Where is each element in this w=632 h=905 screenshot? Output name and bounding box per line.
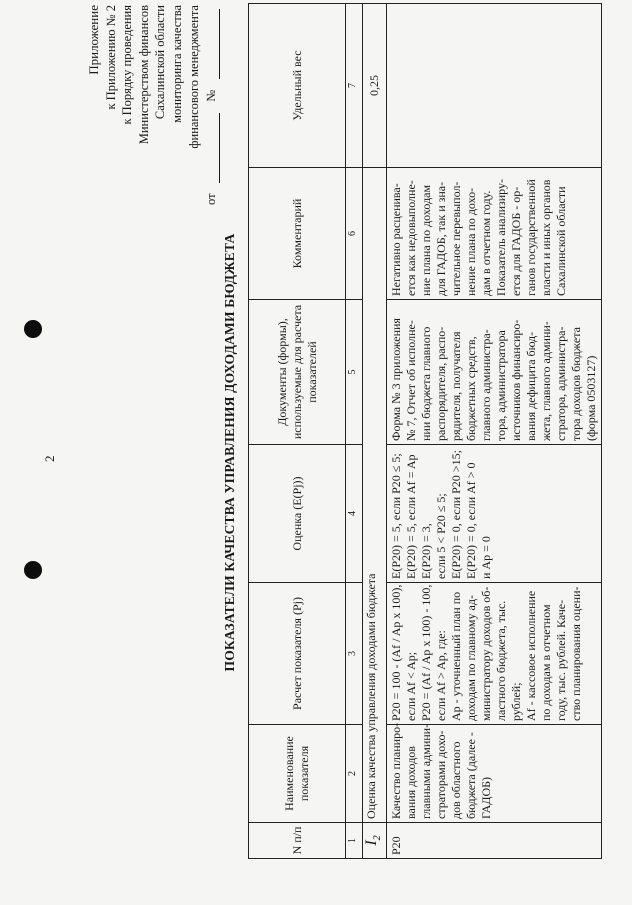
text-line: P20 = 100 - (Af / Ap х 100),	[389, 584, 404, 721]
header-documents: Документы (формы), используемые для расчета показателей	[249, 300, 346, 445]
text-line: ганов государственной	[524, 179, 539, 296]
text-line: году, тыс. рублей. Каче-	[554, 599, 569, 721]
header-calculation: Расчет показателя (Pj)	[249, 583, 346, 725]
row-number: P20	[387, 823, 602, 859]
column-number: 5	[346, 300, 363, 445]
text-line: E(P20) = 0, если Af > 0	[464, 462, 479, 579]
text-line: Ap - уточненный план по	[449, 591, 464, 721]
section-row	[363, 4, 387, 859]
appendix-line: финансового менеджмента	[186, 5, 201, 149]
column-number: 7	[346, 4, 363, 168]
column-number: 4	[346, 445, 363, 583]
text-line: ется как недовыполне-	[404, 180, 419, 296]
text-line: E(P20) = 5, если P20 ≤ 5;	[389, 453, 404, 579]
text-line: ется для ГАДОБ - ор-	[509, 186, 524, 296]
text-line: P20 = (Af / Ap х 100) - 100,	[419, 584, 434, 721]
text-line: и Ap = 0	[479, 536, 494, 579]
text-line: (форма 0503127)	[584, 355, 599, 441]
header-row	[249, 4, 346, 859]
text-line: по доходам в отчетном	[539, 604, 554, 721]
text-line: источников финансиро-	[509, 319, 524, 441]
appendix-block	[86, 5, 220, 205]
text-line: ластного бюджета, тыс.	[494, 600, 509, 721]
text-line: вания дефицита бюд-	[524, 331, 539, 441]
text-line: бюджета (далее -	[464, 732, 479, 819]
text-line: Сахалинской области	[554, 186, 569, 296]
row-weight	[387, 4, 602, 168]
text-line: доходам по главному ад-	[464, 595, 479, 721]
row-documents	[387, 300, 602, 445]
appendix-number-sign: №	[204, 89, 219, 102]
document-title: ПОКАЗАТЕЛИ КАЧЕСТВА УПРАВЛЕНИЯ ДОХОДАМИ БЮДЖЕТА	[222, 233, 237, 672]
text-line: вания доходов	[404, 746, 419, 819]
header-score: Оценка (E(Pj))	[249, 445, 346, 583]
text-line: E(P20) = 0, если P20 >15;	[449, 450, 464, 579]
table-row	[387, 4, 602, 859]
section-index-subscript: 2	[372, 835, 384, 841]
text-line: главного администра-	[479, 329, 494, 441]
text-line: власти и иных органов	[539, 179, 554, 296]
appendix-line: Приложение	[86, 5, 101, 75]
row-name	[387, 722, 602, 823]
row-comment	[387, 168, 602, 300]
text-line: Негативно расценива-	[389, 183, 404, 296]
text-line: чительное перевыпол-	[449, 181, 464, 296]
text-line: рублей;	[509, 682, 524, 721]
text-line: нение плана по дохо-	[464, 187, 479, 296]
section-weight: 0,25	[363, 4, 387, 168]
date-blank	[203, 113, 220, 183]
text-line: если Af < Ap;	[404, 651, 419, 721]
text-line: тора, администратора	[494, 330, 509, 441]
appendix-line: Министерством финансов	[136, 5, 151, 145]
text-line: министратору доходов об-	[479, 586, 494, 721]
number-blank	[203, 9, 220, 79]
column-number: 2	[346, 725, 363, 823]
column-number: 3	[346, 583, 363, 725]
appendix-date-line	[203, 5, 220, 205]
text-line: стратора, администра-	[554, 326, 569, 441]
text-line: дам в отчетном году.	[479, 190, 494, 296]
text-line: № 7, Отчет об исполне-	[404, 320, 419, 441]
text-line: E(P20) = 5, если Af = Ap	[404, 454, 419, 579]
section-title: Оценка качества управления доходами бюджета	[363, 168, 387, 823]
text-line: жета, главного админи-	[539, 321, 554, 441]
text-line: распорядителя, распо-	[434, 326, 449, 441]
appendix-line: к Приложению № 2	[103, 5, 118, 110]
appendix-line: Сахалинской области	[153, 5, 168, 120]
page-number: 2	[42, 455, 57, 462]
text-line: если Af > Ap, где:	[434, 630, 449, 721]
text-line: главными админи-	[419, 723, 434, 819]
section-index-letter: I	[363, 840, 380, 846]
header-name: Наименование показателя	[249, 725, 346, 823]
header-number: N п/п	[249, 823, 346, 859]
text-line: Показатель анализиру-	[494, 178, 509, 296]
row-score	[387, 445, 602, 583]
appendix-line: к Порядку проведения	[120, 5, 135, 125]
text-line: E(P20) = 3,	[419, 523, 434, 579]
text-line: бюджетных средств,	[464, 336, 479, 441]
text-line: Качество планиро-	[389, 722, 404, 819]
text-line: если 5 < P20 ≤ 5;	[434, 493, 449, 579]
indicators-table	[248, 3, 602, 859]
column-number: 6	[346, 168, 363, 300]
header-comment: Комментарий	[249, 168, 346, 300]
appendix-line: мониторинга качества	[169, 5, 184, 123]
text-line: страторами дохо-	[434, 730, 449, 819]
appendix-from-label: от	[204, 193, 219, 205]
text-line: ние плана по доходам	[419, 184, 434, 296]
text-line: рядителя, получателя	[449, 331, 464, 441]
text-line: для ГАДОБ, так и зна-	[434, 181, 449, 296]
row-calculation	[387, 583, 602, 725]
column-number-row	[346, 4, 363, 859]
column-number: 1	[346, 823, 363, 859]
text-line: Форма № 3 приложения	[389, 318, 404, 441]
section-index	[363, 823, 387, 859]
text-line: нии бюджета главного	[419, 326, 434, 441]
header-weight: Удельный вес	[249, 4, 346, 168]
text-line: ГАДОБ)	[479, 776, 494, 819]
text-line: Af - кассовое исполнение	[524, 590, 539, 721]
text-line: дов областного	[449, 741, 464, 819]
text-line: ство планирования оцени-	[569, 586, 584, 721]
text-line: тора доходов бюджета	[569, 327, 584, 441]
